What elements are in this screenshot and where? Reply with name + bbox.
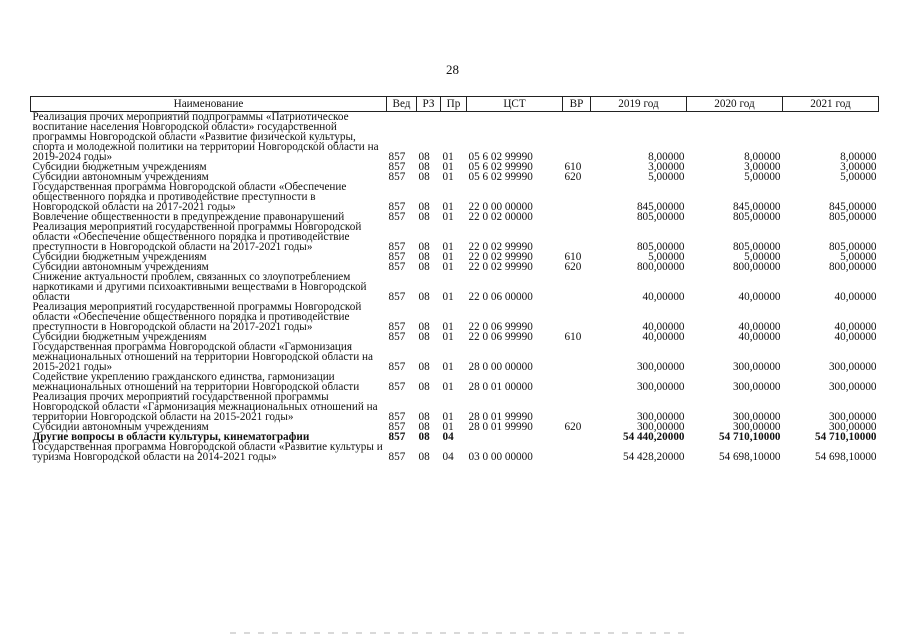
cell-rz: 08 xyxy=(418,251,430,263)
cell-ved: 857 xyxy=(388,161,406,173)
cell-pr: 01 xyxy=(442,421,454,433)
cell-pr: 01 xyxy=(442,411,454,423)
cell-pr: 01 xyxy=(442,381,454,393)
cell-ved: 857 xyxy=(388,321,406,333)
cell-vr: 620 xyxy=(564,261,582,273)
cell-2021: 40,00000 xyxy=(834,331,877,343)
header-2019: 2019 год xyxy=(591,97,687,112)
cell-ved: 857 xyxy=(388,151,406,163)
cell-vr xyxy=(563,222,591,252)
cell-2020: 8,00000 xyxy=(744,151,781,163)
cell-rz: 08 xyxy=(418,291,430,303)
cell-rz: 08 xyxy=(418,261,430,273)
cell-name: Реализация прочих мероприятий подпрограммы «Патриотическое воспитание населения Новгородской области» государственной программы Новгородской области «Развитие физической культуры, спорта и молодежной политики на территории Новгородской области на 2019-2024 годы» xyxy=(32,111,379,163)
cell-2021: 5,00000 xyxy=(840,171,877,183)
cell-vr xyxy=(563,342,591,372)
cell-rz: 08 xyxy=(418,451,430,463)
cell-vr xyxy=(563,112,591,163)
cell-2019: 54 428,20000 xyxy=(622,451,685,463)
cell-pr: 01 xyxy=(442,361,454,373)
cell-pr: 01 xyxy=(442,321,454,333)
cell-2019: 54 440,20000 xyxy=(622,431,685,443)
cell-2021: 800,00000 xyxy=(828,261,877,273)
cell-pr: 01 xyxy=(442,241,454,253)
cell-rz: 08 xyxy=(418,431,430,443)
cell-ved: 857 xyxy=(388,451,406,463)
cell-vr xyxy=(563,272,591,302)
table-row xyxy=(31,372,879,392)
cell-2021: 845,00000 xyxy=(828,201,877,213)
cell-cst: 22 0 02 99990 xyxy=(468,251,533,263)
cell-pr: 01 xyxy=(442,161,454,173)
header-2020: 2020 год xyxy=(687,97,783,112)
cell-vr: 610 xyxy=(564,251,582,263)
cell-name: Реализация мероприятий государственной программы Новгородской области «Обеспечение общественного порядка и противодействие преступности в Новгородской области на 2017-2021 годы» xyxy=(32,301,362,333)
table-header xyxy=(31,97,879,112)
cell-2019: 805,00000 xyxy=(636,211,685,223)
cell-pr: 04 xyxy=(442,451,454,463)
cell-name: Другие вопросы в области культуры, кинематографии xyxy=(32,431,310,443)
cell-name: Субсидии автономным учреждениям xyxy=(32,261,209,273)
cell-2020: 54 698,10000 xyxy=(718,451,781,463)
cell-cst: 28 0 00 00000 xyxy=(468,361,533,373)
cell-2021: 40,00000 xyxy=(834,291,877,303)
cell-2019: 40,00000 xyxy=(642,321,685,333)
cell-cst: 22 0 02 99990 xyxy=(468,241,533,253)
table-row xyxy=(31,112,879,163)
cell-pr: 01 xyxy=(442,261,454,273)
cell-2020: 800,00000 xyxy=(732,261,781,273)
cell-pr: 01 xyxy=(442,171,454,183)
cell-2019: 300,00000 xyxy=(636,421,685,433)
cell-rz: 08 xyxy=(418,241,430,253)
cell-2019: 5,00000 xyxy=(648,251,685,263)
table-row xyxy=(31,392,879,422)
cell-2021: 300,00000 xyxy=(828,381,877,393)
cell-ved: 857 xyxy=(388,381,406,393)
cell-vr: 610 xyxy=(564,331,582,343)
cell-ved: 857 xyxy=(388,171,406,183)
cell-pr: 04 xyxy=(442,431,454,443)
header-cst: ЦСТ xyxy=(467,97,563,112)
cell-rz: 08 xyxy=(418,411,430,423)
cell-cst: 22 0 06 00000 xyxy=(468,291,533,303)
cell-ved: 857 xyxy=(388,331,406,343)
table-row xyxy=(31,302,879,332)
cell-2020: 40,00000 xyxy=(738,331,781,343)
cell-2021: 300,00000 xyxy=(828,361,877,373)
table-row xyxy=(31,342,879,372)
table-body xyxy=(31,112,879,463)
cell-name: Государственная программа Новгородской области «Развитие культуры и туризма Новгородской области на 2014-2021 годы» xyxy=(32,441,383,463)
cell-2020: 300,00000 xyxy=(732,421,781,433)
cell-vr: 620 xyxy=(564,421,582,433)
cell-cst: 28 0 01 99990 xyxy=(468,421,533,433)
cell-2019: 845,00000 xyxy=(636,201,685,213)
cell-rz: 08 xyxy=(418,201,430,213)
cell-cst: 22 0 06 99990 xyxy=(468,321,533,333)
cell-2020: 300,00000 xyxy=(732,411,781,423)
cell-rz: 08 xyxy=(418,211,430,223)
cell-2020: 805,00000 xyxy=(732,211,781,223)
cell-vr: 620 xyxy=(564,171,582,183)
cell-name: Субсидии автономным учреждениям xyxy=(32,171,209,183)
cell-ved: 857 xyxy=(388,241,406,253)
cell-2020: 54 710,10000 xyxy=(718,431,781,443)
cell-2021: 54 698,10000 xyxy=(814,451,877,463)
cell-2019: 8,00000 xyxy=(648,151,685,163)
cell-pr: 01 xyxy=(442,331,454,343)
cell-2021: 300,00000 xyxy=(828,411,877,423)
cell-2020: 300,00000 xyxy=(732,361,781,373)
table-row xyxy=(31,182,879,212)
cell-2020: 40,00000 xyxy=(738,321,781,333)
cell-2019: 3,00000 xyxy=(648,161,685,173)
cell-2019: 805,00000 xyxy=(636,241,685,253)
cell-cst: 05 6 02 99990 xyxy=(468,151,533,163)
cell-2021: 54 710,10000 xyxy=(814,431,877,443)
cell-ved: 857 xyxy=(388,431,406,443)
cell-rz: 08 xyxy=(418,421,430,433)
cell-name: Субсидии бюджетным учреждениям xyxy=(32,331,207,343)
cell-cst: 22 0 00 00000 xyxy=(468,201,533,213)
header-2021: 2021 год xyxy=(783,97,879,112)
cell-name: Субсидии автономным учреждениям xyxy=(32,421,209,433)
cell-ved: 857 xyxy=(388,201,406,213)
cell-vr xyxy=(563,302,591,332)
cell-ved: 857 xyxy=(388,251,406,263)
cell-ved: 857 xyxy=(388,421,406,433)
header-rz: РЗ xyxy=(417,97,441,112)
page-number: 28 xyxy=(446,62,459,77)
cell-vr xyxy=(563,432,591,442)
cell-2021: 5,00000 xyxy=(840,251,877,263)
cell-2019: 300,00000 xyxy=(636,411,685,423)
cell-cst: 28 0 01 00000 xyxy=(468,381,533,393)
cell-2021: 805,00000 xyxy=(828,211,877,223)
header-pr: Пр xyxy=(441,97,467,112)
cell-name: Субсидии бюджетным учреждениям xyxy=(32,161,207,173)
cell-name: Реализация мероприятий государственной программы Новгородской области «Обеспечение общественного порядка и противодействие преступности в Новгородской области на 2017-2021 годы» xyxy=(32,221,362,253)
cell-pr: 01 xyxy=(442,151,454,163)
table-row xyxy=(31,272,879,302)
cell-rz: 08 xyxy=(418,361,430,373)
cell-2019: 800,00000 xyxy=(636,261,685,273)
cell-2019: 5,00000 xyxy=(648,171,685,183)
scan-artifact-line xyxy=(230,632,690,634)
cell-2021: 40,00000 xyxy=(834,321,877,333)
cell-vr: 610 xyxy=(564,161,582,173)
cell-2020: 845,00000 xyxy=(732,201,781,213)
cell-2020: 40,00000 xyxy=(738,291,781,303)
cell-2019: 40,00000 xyxy=(642,331,685,343)
cell-cst: 28 0 01 99990 xyxy=(468,411,533,423)
cell-cst: 22 0 02 00000 xyxy=(468,211,533,223)
cell-cst: 05 6 02 99990 xyxy=(468,171,533,183)
cell-vr xyxy=(563,182,591,212)
table-row xyxy=(31,442,879,462)
cell-pr: 01 xyxy=(442,251,454,263)
cell-rz: 08 xyxy=(418,171,430,183)
cell-cst xyxy=(467,432,563,442)
header-vr: ВР xyxy=(563,97,591,112)
cell-vr xyxy=(563,442,591,462)
cell-2021: 805,00000 xyxy=(828,241,877,253)
cell-name: Государственная программа Новгородской области «Обеспечение общественного порядка и противодействие преступности в Новгородской области на 2017-2021 годы» xyxy=(32,181,347,213)
cell-ved: 857 xyxy=(388,361,406,373)
cell-ved: 857 xyxy=(388,291,406,303)
cell-vr xyxy=(563,372,591,392)
cell-vr xyxy=(563,212,591,222)
cell-name: Реализация прочих мероприятий государственной программы Новгородской области «Гармонизация межнациональных отношений на территории Новгородской области на 2015-2021 годы» xyxy=(32,391,378,423)
cell-2021: 3,00000 xyxy=(840,161,877,173)
cell-rz: 08 xyxy=(418,331,430,343)
cell-ved: 857 xyxy=(388,261,406,273)
cell-2020: 5,00000 xyxy=(744,251,781,263)
cell-2020: 5,00000 xyxy=(744,171,781,183)
cell-pr: 01 xyxy=(442,201,454,213)
cell-pr: 01 xyxy=(442,211,454,223)
budget-table xyxy=(30,96,879,462)
cell-cst: 22 0 06 99990 xyxy=(468,331,533,343)
cell-rz: 08 xyxy=(418,161,430,173)
cell-vr xyxy=(563,392,591,422)
cell-cst: 05 6 02 99990 xyxy=(468,161,533,173)
cell-2021: 300,00000 xyxy=(828,421,877,433)
cell-name: Субсидии бюджетным учреждениям xyxy=(32,251,207,263)
header-name: Наименование xyxy=(31,97,387,112)
cell-2020: 3,00000 xyxy=(744,161,781,173)
cell-pr: 01 xyxy=(442,291,454,303)
cell-name: Государственная программа Новгородской области «Гармонизация межнациональных отношений на территории Новгородской области на 2015-2021 годы» xyxy=(32,341,373,373)
cell-2021: 8,00000 xyxy=(840,151,877,163)
cell-name: Содействие укреплению гражданского единства, гармонизации межнациональных отношений на территории Новгородской области xyxy=(32,371,360,393)
table-row xyxy=(31,222,879,252)
header-ved: Вед xyxy=(387,97,417,112)
cell-ved: 857 xyxy=(388,411,406,423)
cell-name: Вовлечение общественности в предупреждение правонарушений xyxy=(32,211,345,223)
cell-2019: 300,00000 xyxy=(636,361,685,373)
cell-rz: 08 xyxy=(418,321,430,333)
cell-name: Снижение актуальности проблем, связанных со злоупотреблением наркотиками и другими психоактивными веществами в Новгородской области xyxy=(32,271,367,303)
cell-2019: 40,00000 xyxy=(642,291,685,303)
cell-cst: 22 0 02 99990 xyxy=(468,261,533,273)
cell-2020: 300,00000 xyxy=(732,381,781,393)
cell-rz: 08 xyxy=(418,151,430,163)
cell-2020: 805,00000 xyxy=(732,241,781,253)
cell-ved: 857 xyxy=(388,211,406,223)
cell-cst: 03 0 00 00000 xyxy=(468,451,533,463)
cell-rz: 08 xyxy=(418,381,430,393)
cell-2019: 300,00000 xyxy=(636,381,685,393)
